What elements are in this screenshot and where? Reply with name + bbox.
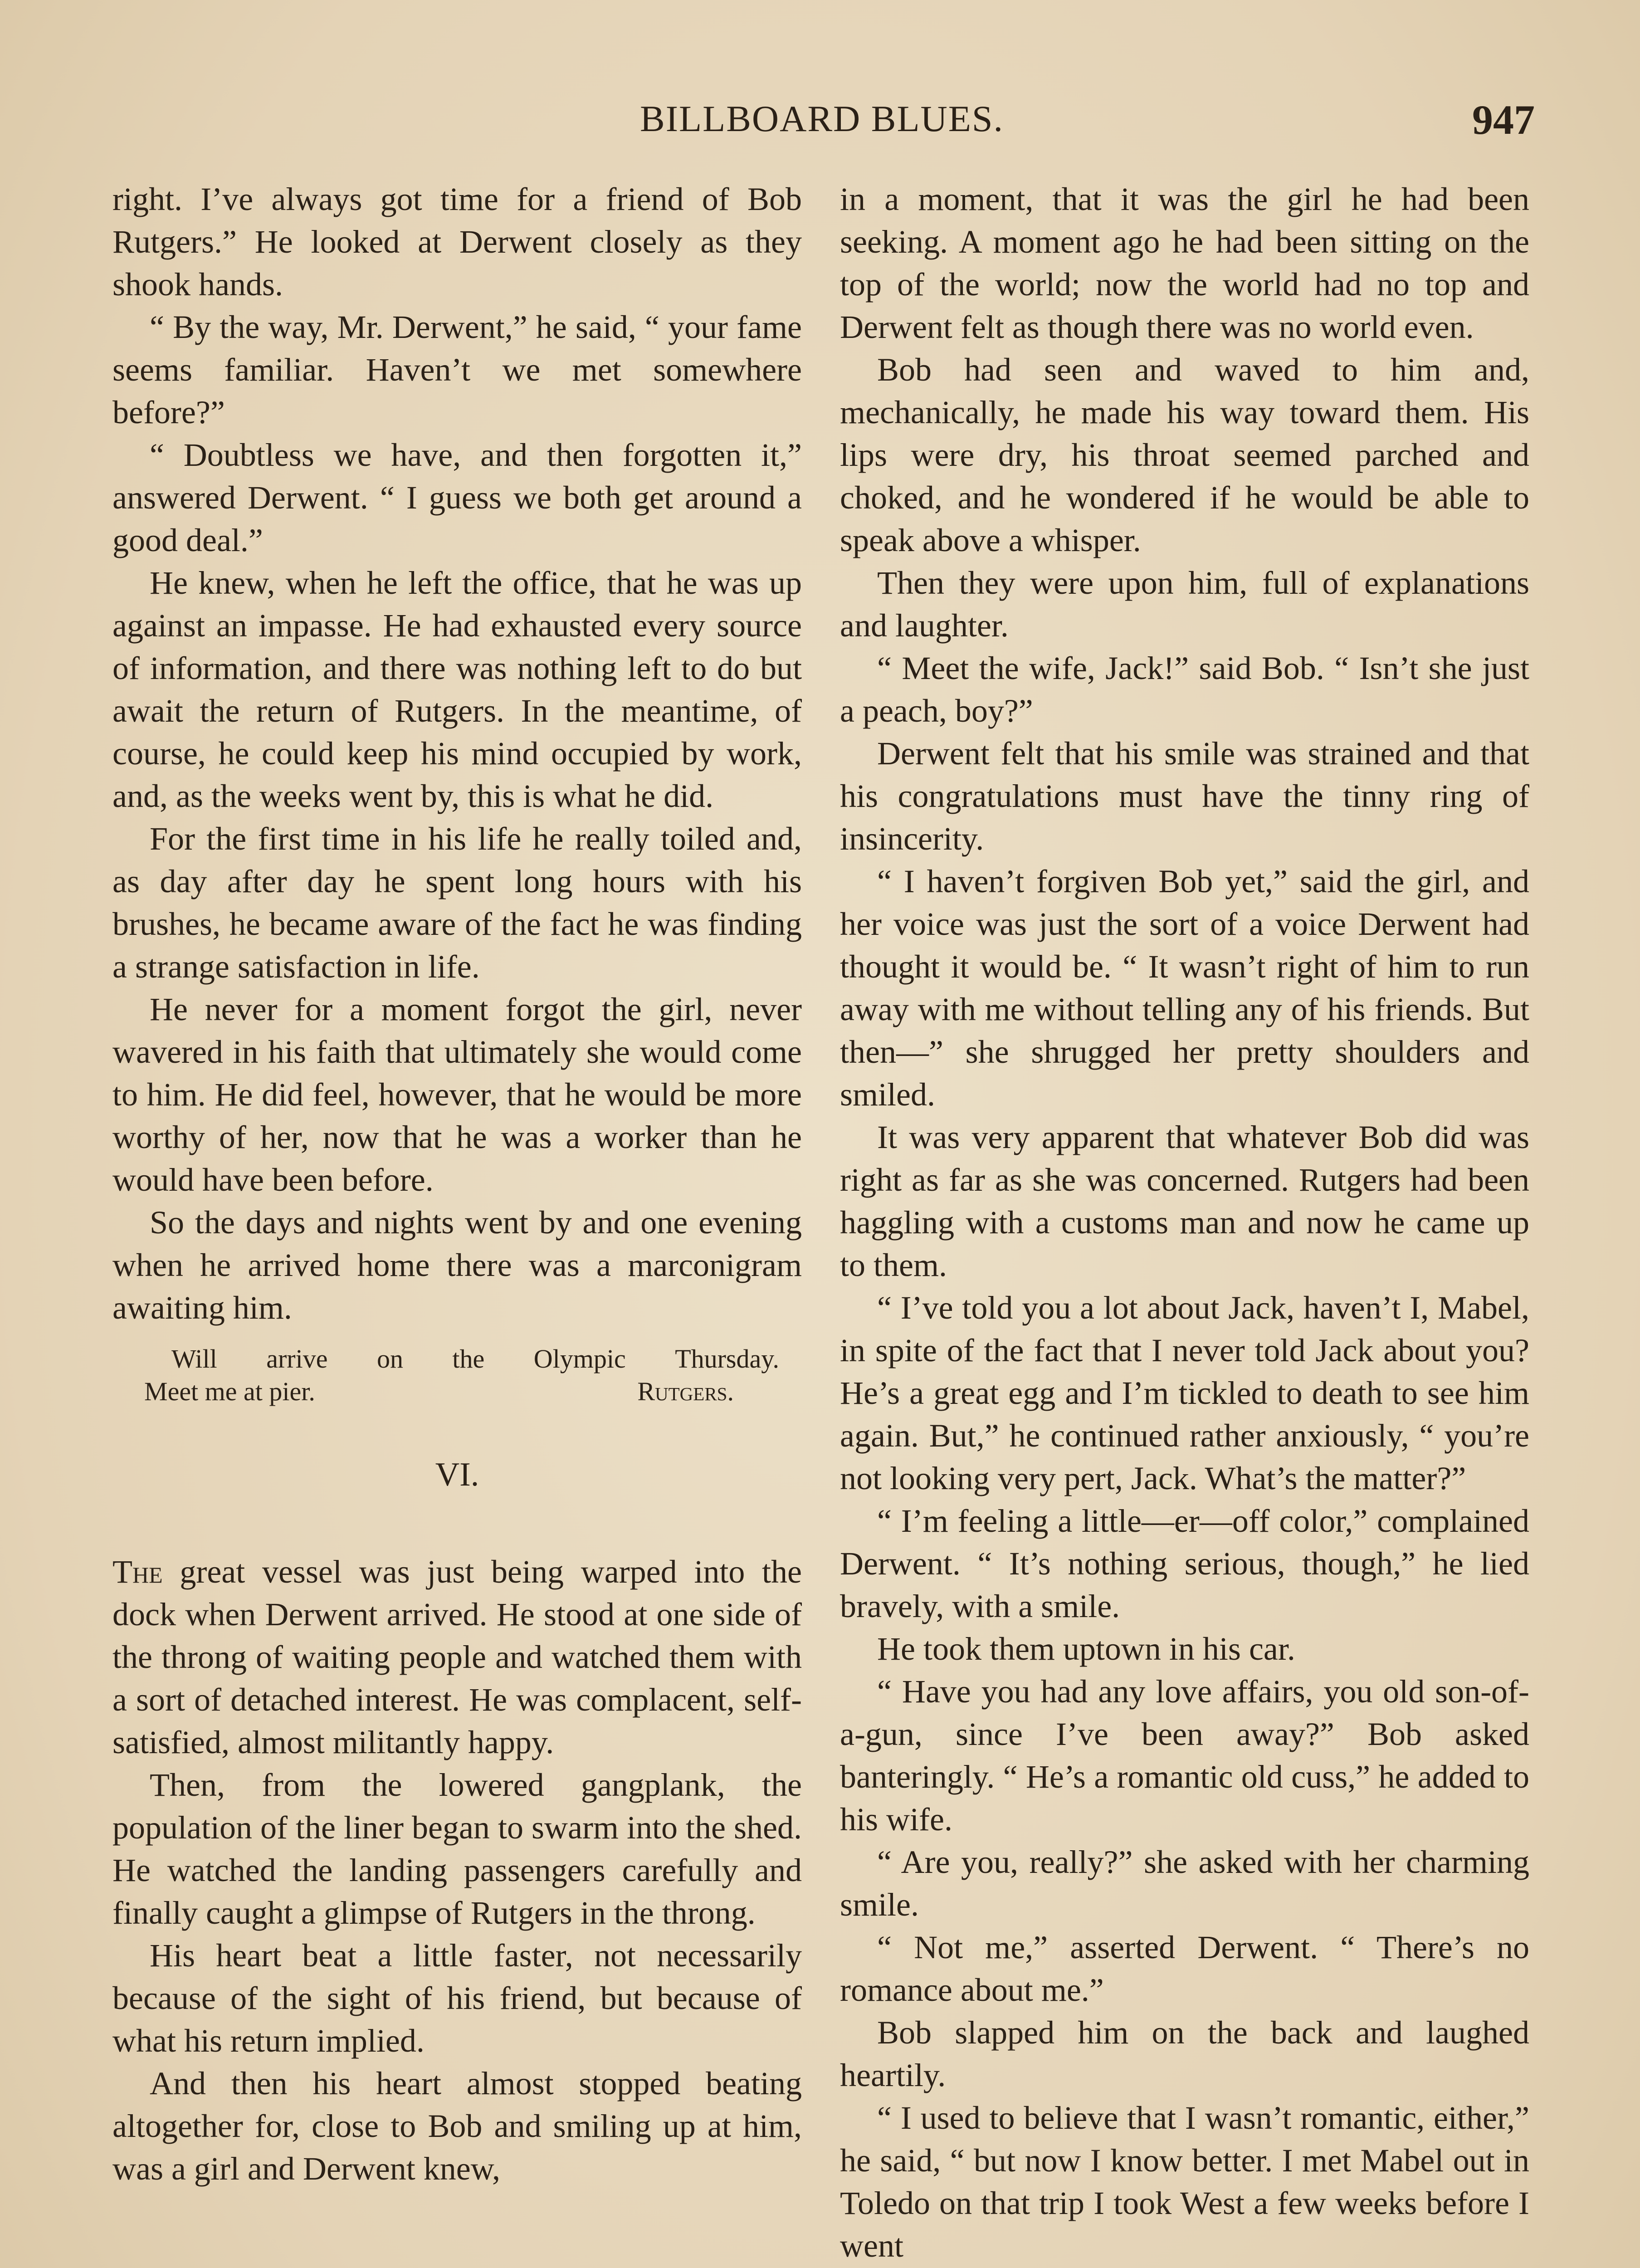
paragraph: Bob slapped him on the back and laughed heartily. [840,2014,1529,2093]
paragraph: “ Not me,” asserted Derwent. “ There’s no romance about me.” [840,1929,1529,2008]
paragraph: “ Meet the wife, Jack!” said Bob. “ Isn’t she just a peach, boy?” [840,650,1529,729]
paragraph: in a moment, that it was the girl he had been seeking. A moment ago he had been sitting on the top of the world; now the world had no top and Derwent felt as though there was no world even. [840,181,1529,345]
paragraph: Bob had seen and waved to him and, mechanically, he made his way toward them. His lips were dry, his throat seemed parched and choked, and he wondered if he would be able to speak above a whisper. [840,352,1529,558]
paragraph: It was very apparent that whatever Bob did was right as far as she was concerned. Rutgers had been haggling with a customs man and now he came up to them. [840,1119,1529,1283]
telegram-line [112,1375,802,1408]
paragraph: His heart beat a little faster, not necessarily because of the sight of his friend, but because of what his return implied. [112,1937,802,2059]
telegram-word: on [376,1344,403,1374]
paragraph: For the first time in his life he really toiled and, as day after day he spent long hours with his brushes, he became aware of the fact he was finding a strange satisfaction in life. [112,821,802,985]
paragraph: He knew, when he left the office, that he was up against an impasse. He had exhausted every source of information, and there was nothing left to do but await the return of Rutgers. In the meantime, of course, he could keep his mind occupied by work, and, as the weeks went by, this is what he did. [112,565,802,814]
section-heading: VI. [435,1456,479,1493]
paragraph: Then, from the lowered gangplank, the population of the liner began to swarm into the shed. He watched the landing passengers carefully and finally caught a glimpse of Rutgers in the throng. [112,1767,802,1931]
telegram-word: Will [171,1344,217,1374]
left-column [112,178,802,2190]
paragraph: He never for a moment forgot the girl, never wavered in his faith that ultimately she would come to him. He did feel, however, that he would be more worthy of her, now that he was a worker than he would have been before. [112,991,802,1198]
telegram-word: Thursday. [675,1344,779,1374]
telegram-word: the [452,1344,485,1374]
paragraph: And then his heart almost stopped beating altogether for, close to Bob and smiling up at him, was a girl and Derwent knew, [112,2065,802,2187]
paragraph: “ I’ve told you a lot about Jack, haven’t I, Mabel, in spite of the fact that I never told Jack about you? He’s a great egg and I’m tickled to death to see him again. But,” he continued rather anxiously, “ you’re not looking very pert, Jack. What’s the matter?” [840,1290,1529,1496]
paragraph: So the days and nights went by and one evening when he arrived home there was a marconigram awaiting him. [112,1204,802,1326]
lead-in-word: The [112,1554,163,1590]
running-title: BILLBOARD BLUES. [640,98,1004,139]
page-number: 947 [1472,97,1535,143]
telegram-line [112,1343,802,1375]
telegram-signature: Rutgers. [637,1377,734,1406]
paragraph: “ By the way, Mr. Derwent,” he said, “ your fame seems familiar. Haven’t we met somewhere before?” [112,309,802,430]
paragraph: “ I’m feeling a little—er—off color,” complained Derwent. “ It’s nothing serious, though,” he lied bravely, with a smile. [840,1503,1529,1624]
paragraph: “ I haven’t forgiven Bob yet,” said the girl, and her voice was just the sort of a voice Derwent had thought it would be. “ It wasn’t right of him to run away with me without telling any of his friends. But then—” she shrugged her pretty shoulders and smiled. [840,863,1529,1113]
paragraph: “ Are you, really?” she asked with her charming smile. [840,1844,1529,1923]
paragraph: Derwent felt that his smile was strained and that his congratulations must have the tinny ring of insincerity. [840,735,1529,857]
telegram-message: Meet me at pier. [144,1377,315,1406]
telegram-word: Olympic [533,1344,626,1374]
paragraph: “ I used to believe that I wasn’t romantic, either,” he said, “ but now I know better. I met Mabel out in Toledo on that trip I took West a few weeks before I went [840,2100,1529,2264]
paragraph: “ Doubtless we have, and then forgotten it,” answered Derwent. “ I guess we both get around a good deal.” [112,437,802,558]
paragraph: “ Have you had any love affairs, you old son-of-a-gun, since I’ve been away?” Bob asked banteringly. “ He’s a romantic old cuss,” he added to his wife. [840,1673,1529,1838]
paragraph-text: great vessel was just being warped into the dock when Derwent arrived. He stood at one side of the throng of waiting people and watched them with a sort of detached interest. He was complacent, self-satisfied, almost militantly happy. [112,1554,802,1760]
paragraph: Then they were upon him, full of explanations and laughter. [840,565,1529,644]
paragraph: right. I’ve always got time for a friend of Bob Rutgers.” He looked at Derwent closely as they shook hands. [112,181,802,303]
right-column [840,178,1529,2267]
paragraph: He took them uptown in his car. [877,1631,1295,1667]
paragraph [112,1550,802,1764]
marconigram-text [112,1343,802,1408]
page-header [109,98,1535,152]
telegram-word: arrive [266,1344,328,1374]
